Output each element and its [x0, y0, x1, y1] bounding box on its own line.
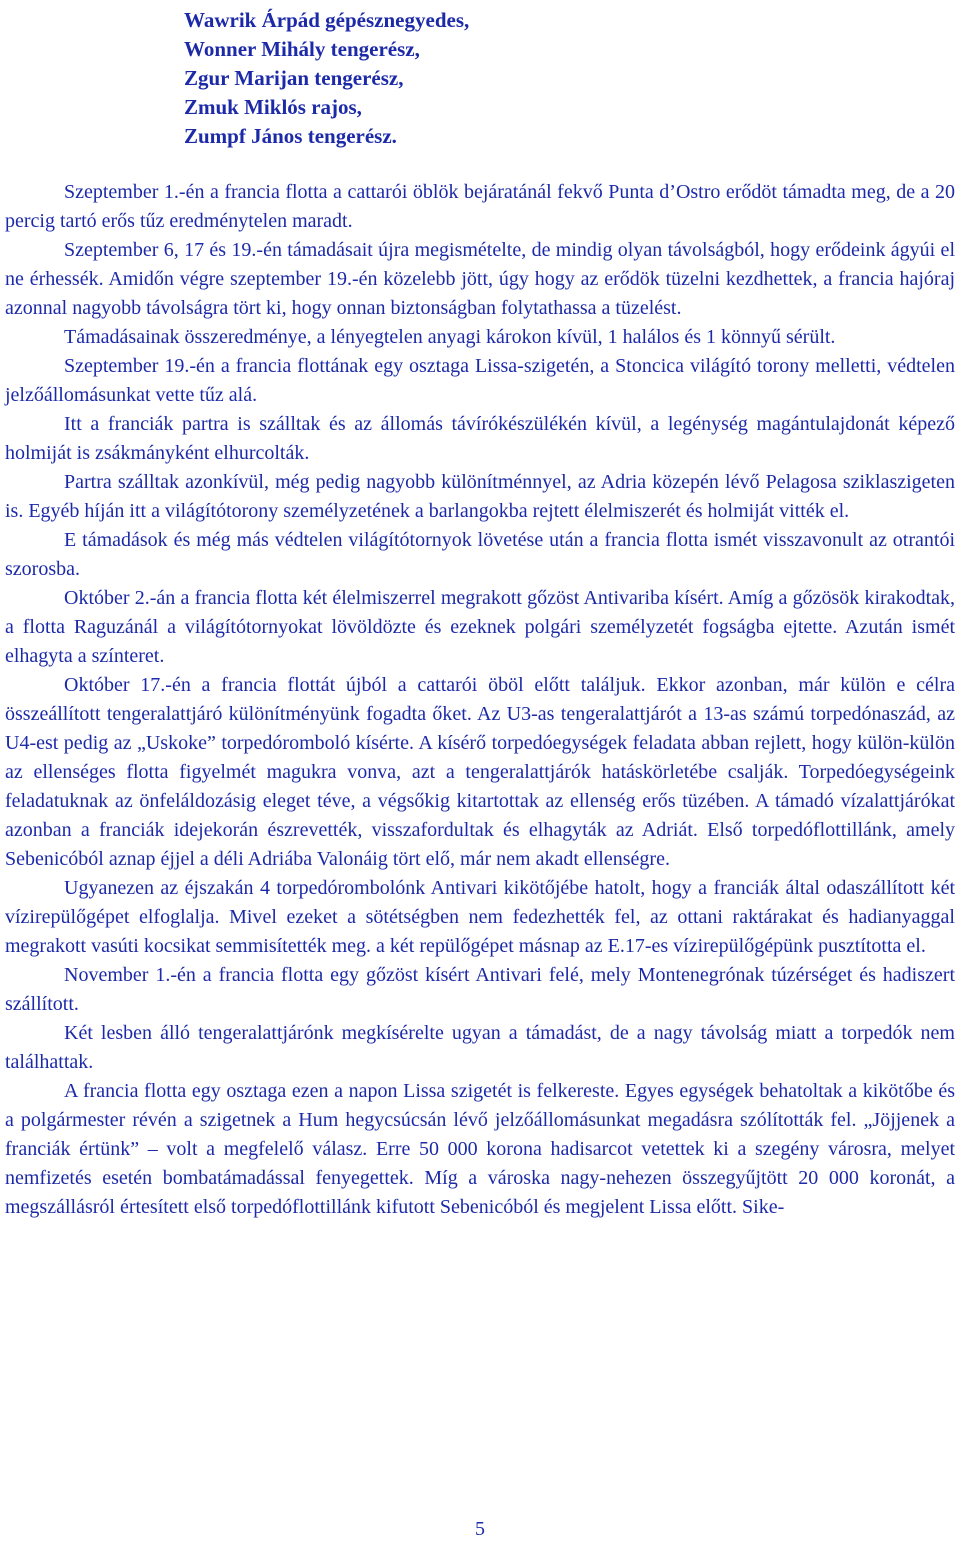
paragraph: Október 2.-án a francia flotta két élelmiszerrel megrakott gőzöst Antivariba kísért. Amíg a gőzösök kirakodtak, a flotta Raguzánál a világítótornyokat lövöldözte és ezeknek polgári személyzetét fogságba ejtette. Azután ismét elhagyta a színteret.	[5, 587, 955, 667]
paragraph: Szeptember 1.-én a francia flotta a cattarói öblök bejáratánál fekvő Punta d’Ostro erődöt támadta meg, de a 20 percig tartó erős tűz eredménytelen maradt.	[5, 181, 955, 232]
crew-name: Wonner Mihály tengerész,	[184, 37, 420, 61]
page-number: 5	[475, 1518, 485, 1540]
crew-name: Zumpf János tengerész.	[184, 124, 397, 148]
paragraph: Szeptember 19.-én a francia flottának egy osztaga Lissa-szigetén, a Stoncica világító torony melletti, védtelen jelzőállomásunkat vette tűz alá.	[5, 355, 955, 406]
body-text	[5, 178, 955, 1222]
paragraph: A francia flotta egy osztaga ezen a napon Lissa szigetét is felkereste. Egyes egységek behatoltak a kikötőbe és a polgármester révén a szigetnek a Hum hegycsúcsán lévő jelzőállomásunkat megadásra szólították fel. „Jöjjenek a franciák értünk” – volt a megfelelő válasz. Erre 50 000 korona hadisarcot vetettek ki a szegény városra, melyet nemfizetés esetén bombatámadással fenyegettek. Míg a városka nagy-nehezen összegyűjtött 20 000 koronát, a megszállásról értesített első torpedóflottillánk kifutott Sebenicóból és megjelent Lissa előtt. Sike-	[5, 1080, 955, 1218]
crew-name: Wawrik Árpád gépésznegyedes,	[184, 8, 470, 32]
crew-name: Zmuk Miklós rajos,	[184, 95, 362, 119]
paragraph: Szeptember 6, 17 és 19.-én támadásait újra megismételte, de mindig olyan távolságból, hogy erődeink ágyúi el ne érhessék. Amidőn végre szeptember 19.-én közelebb jött, úgy hogy az erődök tüzelni kezdhettek, a francia hajóraj azonnal nagyobb távolságra tört ki, hogy onnan biztonságban folytathassa a tüzelést.	[5, 239, 955, 319]
paragraph: Ugyanezen az éjszakán 4 torpedórombolónk Antivari kikötőjébe hatolt, hogy a franciák által odaszállított két vízirepülőgépet elfoglalja. Mivel ezeket a sötétségben nem fedezhették fel, az ottani raktárakat és hadianyaggal megrakott vasúti kocsikat semmisítették meg. a két repülőgépet másnap az E.17-es vízirepülőgépünk pusztította el.	[5, 877, 955, 957]
paragraph: Támadásainak összeredménye, a lényegtelen anyagi károkon kívül, 1 halálos és 1 könnyű sérült.	[64, 326, 836, 348]
paragraph: E támadások és még más védtelen világítótornyok lövetése után a francia flotta ismét visszavonult az otrantói szorosba.	[5, 529, 955, 580]
paragraph: Két lesben álló tengeralattjárónk megkísérelte ugyan a támadást, de a nagy távolság miatt a torpedók nem találhattak.	[5, 1022, 955, 1073]
crew-list	[184, 6, 469, 151]
paragraph: Itt a franciák partra is szálltak és az állomás távírókészülékén kívül, a legénység magántulajdonát képező holmiját is zsákmányként elhurcolták.	[5, 413, 955, 464]
paragraph: Partra szálltak azonkívül, még pedig nagyobb különítménnyel, az Adria közepén lévő Pelagosa sziklaszigeten is. Egyéb híján itt a világítótorony személyzetének a barlangokba rejtett élelmiszerét és holmiját vitték el.	[5, 471, 955, 522]
crew-name: Zgur Marijan tengerész,	[184, 66, 404, 90]
paragraph: Október 17.-én a francia flottát újból a cattarói öböl előtt találjuk. Ekkor azonban, már külön e célra összeállított tengeralattjáró különítményünk fogadta őket. Az U3-as tengeralattjárót a 13-as számú torpedónaszád, az U4-est pedig az „Uskoke” torpedóromboló kísérte. A kísérő torpedóegységek feladata abban rejlett, hogy külön-külön az ellenséges flotta figyelmét magukra vonva, azt a tengeralattjárók hatáskörletébe csalják. Torpedóegységeink feladatuknak az önfeláldozásig eleget téve, a végsőkig kitartottak az ellenség erős tüzében. A támadó vízalattjárókat azonban a franciák idejekorán észrevették, visszafordultak és elhagyták az Adriát. Első torpedóflottillánk, amely Sebenicóból aznap éjjel a déli Adriába Valonáig tört elő, már nem akadt ellenségre.	[5, 674, 955, 870]
paragraph: November 1.-én a francia flotta egy gőzöst kísért Antivari felé, mely Montenegrónak túzérséget és hadiszert szállított.	[5, 964, 955, 1015]
